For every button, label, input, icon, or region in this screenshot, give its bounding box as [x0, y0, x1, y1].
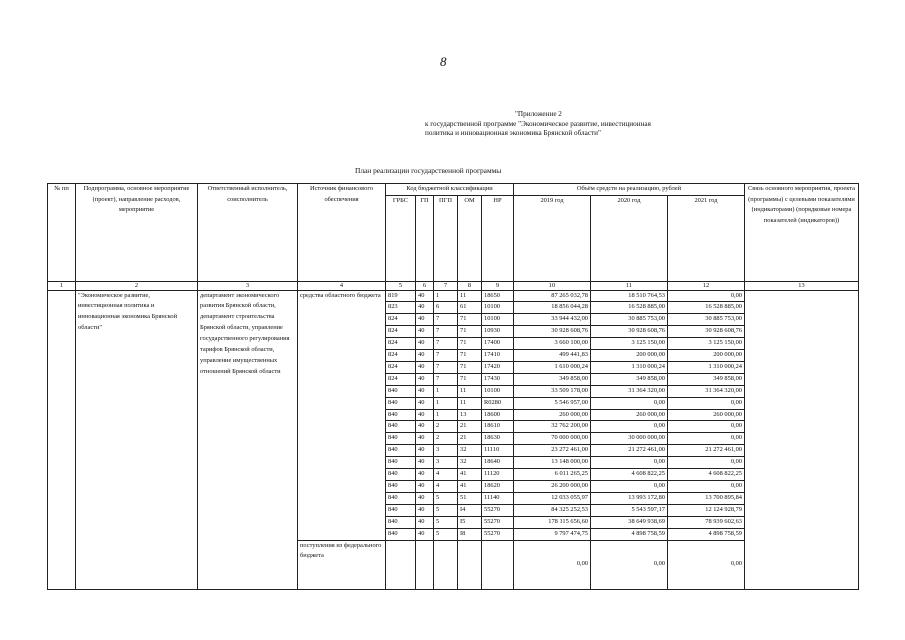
cell-grbs: 840	[386, 433, 416, 445]
cell-grbs: 824	[386, 314, 416, 326]
cell-om: 21	[458, 433, 482, 445]
cell-gp: 40	[416, 350, 434, 362]
cell-pgp: 3	[434, 457, 458, 469]
funding-source-regional: средства областного бюджета	[298, 290, 386, 540]
cell-y2019: 13 148 000,00	[514, 457, 591, 469]
cell-pgp: 7	[434, 350, 458, 362]
cell-om: I8	[458, 528, 482, 540]
cell-grbs: 840	[386, 528, 416, 540]
cell-y2020: 38 649 938,69	[591, 516, 668, 528]
cell-y2019: 33 944 432,00	[514, 314, 591, 326]
cell-om: 41	[458, 481, 482, 493]
cell-np: 10100	[482, 302, 514, 314]
cell-om: 61	[458, 302, 482, 314]
cell-grbs: 824	[386, 326, 416, 338]
cell-grbs: 823	[386, 302, 416, 314]
cell-y2021: 260 000,00	[668, 409, 745, 421]
cell-gp: 40	[416, 421, 434, 433]
cell-np: 10100	[482, 314, 514, 326]
cell-gp: 40	[416, 445, 434, 457]
plan-title: План реализации государственной программы	[355, 166, 502, 175]
appendix-line-2: к государственной программе "Экономическое развитие, инвестиционная	[425, 119, 651, 128]
cell-grbs: 824	[386, 338, 416, 350]
cell-y2020: 30 885 753,00	[591, 314, 668, 326]
cell-grbs: 824	[386, 373, 416, 385]
cell-gp: 40	[416, 409, 434, 421]
cell-grbs: 840	[386, 409, 416, 421]
cell-pgp: 7	[434, 314, 458, 326]
cell-y2020: 4 608 822,25	[591, 469, 668, 481]
cell-gp: 40	[416, 361, 434, 373]
header-np: НР	[482, 195, 514, 281]
header-link: Связь основного мероприятия, проекта (программы) с целевыми показателями (индикаторами) (порядковые номера показателей (индикаторов))	[745, 184, 859, 282]
cell-gp: 40	[416, 385, 434, 397]
cell-y2019: 3 660 100,00	[514, 338, 591, 350]
cell-om: I5	[458, 516, 482, 528]
cell-gp: 40	[416, 481, 434, 493]
cell-y2019: 87 265 032,78	[514, 290, 591, 302]
cell-grbs: 819	[386, 290, 416, 302]
cell-pgp: 6	[434, 302, 458, 314]
cell-np: 18610	[482, 421, 514, 433]
cell-gp: 40	[416, 469, 434, 481]
col-number: 10	[514, 281, 591, 290]
cell-gp: 40	[416, 516, 434, 528]
cell-pgp: 5	[434, 504, 458, 516]
cell-y2021: 3 125 150,00	[668, 338, 745, 350]
cell-grbs: 840	[386, 385, 416, 397]
cell-gp: 40	[416, 433, 434, 445]
cell-np: 55270	[482, 528, 514, 540]
cell-y2021: 78 939 602,63	[668, 516, 745, 528]
header-code-group: Код бюджетной классификации	[386, 184, 514, 196]
cell-np: 18640	[482, 457, 514, 469]
page-number: 8	[440, 54, 447, 69]
cell-pgp: 3	[434, 445, 458, 457]
indicator-link-cell	[745, 290, 859, 589]
col-number: 2	[76, 281, 198, 290]
cell-om: 71	[458, 326, 482, 338]
cell-np: 17410	[482, 350, 514, 362]
cell-y2021: 0,00	[668, 433, 745, 445]
cell-gp: 40	[416, 338, 434, 350]
cell-y2019: 499 441,83	[514, 350, 591, 362]
cell-pgp: 1	[434, 409, 458, 421]
appendix-line-3: политика и инновационная экономика Брянской области"	[425, 129, 601, 138]
cell-pgp: 2	[434, 421, 458, 433]
cell-om: 11	[458, 290, 482, 302]
cell-pgp: 7	[434, 326, 458, 338]
cell-y2021: 200 000,00	[668, 350, 745, 362]
responsible-executor: департамент экономического развития Брянской области, департамент строительства Брянской области, управление государственного регулирования тарифов Брянской области, управление имущественных отношений Брянской области	[198, 290, 298, 589]
cell-y2020: 21 272 461,00	[591, 445, 668, 457]
col-number: 6	[416, 281, 434, 290]
cell-y2021: 16 528 885,00	[668, 302, 745, 314]
cell-om: 11	[458, 397, 482, 409]
cell-y2019: 12 033 055,97	[514, 492, 591, 504]
header-responsible: Ответственный исполнитель, соисполнитель	[198, 184, 298, 282]
cell-y2021: 0,00	[668, 397, 745, 409]
cell-y2021: 1 310 000,24	[668, 361, 745, 373]
cell-om: 32	[458, 445, 482, 457]
cell-y2019: 30 928 608,76	[514, 326, 591, 338]
cell-y2021: 0,00	[668, 481, 745, 493]
cell-y2021: 349 858,00	[668, 373, 745, 385]
cell-pgp: 7	[434, 373, 458, 385]
header-2019: 2019 год	[514, 195, 591, 281]
cell-gp: 40	[416, 290, 434, 302]
cell-np: 17400	[482, 338, 514, 350]
cell-om: 71	[458, 314, 482, 326]
cell-gp: 40	[416, 373, 434, 385]
cell-pgp: 5	[434, 492, 458, 504]
empty-code-cell	[482, 540, 514, 589]
cell-np: 18630	[482, 433, 514, 445]
cell-np: 17420	[482, 361, 514, 373]
cell-grbs: 840	[386, 421, 416, 433]
cell-y2019: 5 546 957,00	[514, 397, 591, 409]
cell-y2019: 178 115 656,60	[514, 516, 591, 528]
empty-code-cell	[434, 540, 458, 589]
cell-om: 41	[458, 469, 482, 481]
col-number: 9	[482, 281, 514, 290]
cell-grbs: 840	[386, 457, 416, 469]
cell-om: 11	[458, 385, 482, 397]
cell-pgp: 5	[434, 516, 458, 528]
cell-y2021: 0,00	[668, 457, 745, 469]
cell-y2021: 13 700 895,84	[668, 492, 745, 504]
cell-y2020: 18 510 764,53	[591, 290, 668, 302]
cell-gp: 40	[416, 528, 434, 540]
cell-y2019: 84 325 252,53	[514, 504, 591, 516]
cell-y2021: 30 928 608,76	[668, 326, 745, 338]
col-number: 3	[198, 281, 298, 290]
cell-y2021: 4 608 822,25	[668, 469, 745, 481]
cell-y2020: 13 993 172,80	[591, 492, 668, 504]
cell-grbs: 840	[386, 445, 416, 457]
plan-table	[47, 183, 859, 590]
cell-y2021: 0,00	[668, 290, 745, 302]
cell-y2019: 1 610 000,24	[514, 361, 591, 373]
header-gp: ГП	[416, 195, 434, 281]
federal-y2020: 0,00	[591, 540, 668, 589]
cell-y2020: 0,00	[591, 421, 668, 433]
cell-np: 10100	[482, 385, 514, 397]
header-num: № пп	[48, 184, 76, 282]
table-row	[48, 290, 859, 302]
cell-om: 71	[458, 350, 482, 362]
program-name: "Экономическое развитие, инвестиционная политика и инновационная экономика Брянской области"	[76, 290, 198, 589]
cell-y2019: 26 200 000,00	[514, 481, 591, 493]
cell-y2020: 0,00	[591, 397, 668, 409]
cell-y2019: 9 797 474,75	[514, 528, 591, 540]
cell-y2020: 200 000,00	[591, 350, 668, 362]
cell-om: I4	[458, 504, 482, 516]
col-number: 13	[745, 281, 859, 290]
cell-np: 10930	[482, 326, 514, 338]
cell-y2020: 16 528 885,00	[591, 302, 668, 314]
cell-grbs: 840	[386, 481, 416, 493]
header-volume-group: Объём средств на реализацию, рублей	[514, 184, 745, 196]
cell-gp: 40	[416, 457, 434, 469]
col-number: 5	[386, 281, 416, 290]
cell-pgp: 4	[434, 481, 458, 493]
cell-om: 71	[458, 361, 482, 373]
cell-om: 32	[458, 457, 482, 469]
cell-om: 71	[458, 338, 482, 350]
cell-pgp: 2	[434, 433, 458, 445]
cell-y2020: 30 928 608,76	[591, 326, 668, 338]
cell-y2020: 349 858,00	[591, 373, 668, 385]
empty-code-cell	[416, 540, 434, 589]
cell-y2019: 18 856 044,28	[514, 302, 591, 314]
cell-gp: 40	[416, 302, 434, 314]
cell-y2020: 31 364 320,00	[591, 385, 668, 397]
col-number: 1	[48, 281, 76, 290]
header-pgp: ПГП	[434, 195, 458, 281]
cell-om: 13	[458, 409, 482, 421]
appendix-line-1: "Приложение 2	[515, 110, 562, 118]
cell-y2020: 0,00	[591, 457, 668, 469]
empty-code-cell	[458, 540, 482, 589]
cell-pgp: 7	[434, 361, 458, 373]
cell-grbs: 840	[386, 397, 416, 409]
col-number: 12	[668, 281, 745, 290]
federal-y2019: 0,00	[514, 540, 591, 589]
header-2021: 2021 год	[668, 195, 745, 281]
cell-y2021: 0,00	[668, 421, 745, 433]
cell-np: 55270	[482, 516, 514, 528]
cell-y2019: 23 272 461,00	[514, 445, 591, 457]
cell-np: 55270	[482, 504, 514, 516]
cell-y2021: 31 364 320,00	[668, 385, 745, 397]
cell-y2019: 33 509 178,00	[514, 385, 591, 397]
cell-pgp: 4	[434, 469, 458, 481]
cell-pgp: 7	[434, 338, 458, 350]
cell-y2020: 4 898 758,59	[591, 528, 668, 540]
cell-np: 18600	[482, 409, 514, 421]
cell-gp: 40	[416, 492, 434, 504]
appendix-note	[425, 110, 725, 139]
header-grbs: ГРБС	[386, 195, 416, 281]
cell-pgp: 1	[434, 397, 458, 409]
column-number-row	[48, 281, 859, 290]
empty-code-cell	[386, 540, 416, 589]
header-om: ОМ	[458, 195, 482, 281]
cell-gp: 40	[416, 314, 434, 326]
col-number: 4	[298, 281, 386, 290]
cell-y2020: 1 310 000,24	[591, 361, 668, 373]
cell-np: 11140	[482, 492, 514, 504]
header-2020: 2020 год	[591, 195, 668, 281]
cell-grbs: 840	[386, 469, 416, 481]
cell-gp: 40	[416, 326, 434, 338]
cell-y2019: 6 011 265,25	[514, 469, 591, 481]
cell-np: 11120	[482, 469, 514, 481]
cell-y2020: 3 125 150,00	[591, 338, 668, 350]
cell-y2020: 30 000 000,00	[591, 433, 668, 445]
cell-grbs: 824	[386, 350, 416, 362]
col-number: 7	[434, 281, 458, 290]
cell-np: 18620	[482, 481, 514, 493]
cell-pgp: 1	[434, 290, 458, 302]
cell-np: 11110	[482, 445, 514, 457]
cell-grbs: 840	[386, 504, 416, 516]
cell-y2020: 260 000,00	[591, 409, 668, 421]
col-number: 11	[591, 281, 668, 290]
cell-pgp: 5	[434, 528, 458, 540]
cell-y2020: 0,00	[591, 481, 668, 493]
cell-y2021: 4 898 758,59	[668, 528, 745, 540]
cell-np: 17430	[482, 373, 514, 385]
cell-y2021: 21 272 461,00	[668, 445, 745, 457]
cell-om: 51	[458, 492, 482, 504]
cell-gp: 40	[416, 504, 434, 516]
cell-grbs: 840	[386, 492, 416, 504]
cell-grbs: 840	[386, 516, 416, 528]
cell-om: 71	[458, 373, 482, 385]
cell-gp: 40	[416, 397, 434, 409]
cell-np: R0280	[482, 397, 514, 409]
cell-grbs: 824	[386, 361, 416, 373]
cell-y2019: 260 000,00	[514, 409, 591, 421]
header-source: Источник финансового обеспечения	[298, 184, 386, 282]
funding-source-federal: поступления из федерального бюджета	[298, 540, 386, 589]
cell-y2019: 349 858,00	[514, 373, 591, 385]
row-num-cell	[48, 290, 76, 589]
cell-pgp: 1	[434, 385, 458, 397]
cell-y2021: 30 885 753,00	[668, 314, 745, 326]
cell-y2020: 5 543 597,17	[591, 504, 668, 516]
cell-y2019: 70 000 000,00	[514, 433, 591, 445]
cell-y2021: 12 124 928,79	[668, 504, 745, 516]
col-number: 8	[458, 281, 482, 290]
header-subprogram: Подпрограмма, основное мероприятие (проект), направление расходов, мероприятие	[76, 184, 198, 282]
cell-np: 18650	[482, 290, 514, 302]
cell-om: 21	[458, 421, 482, 433]
cell-y2019: 32 762 200,00	[514, 421, 591, 433]
federal-y2021: 0,00	[668, 540, 745, 589]
